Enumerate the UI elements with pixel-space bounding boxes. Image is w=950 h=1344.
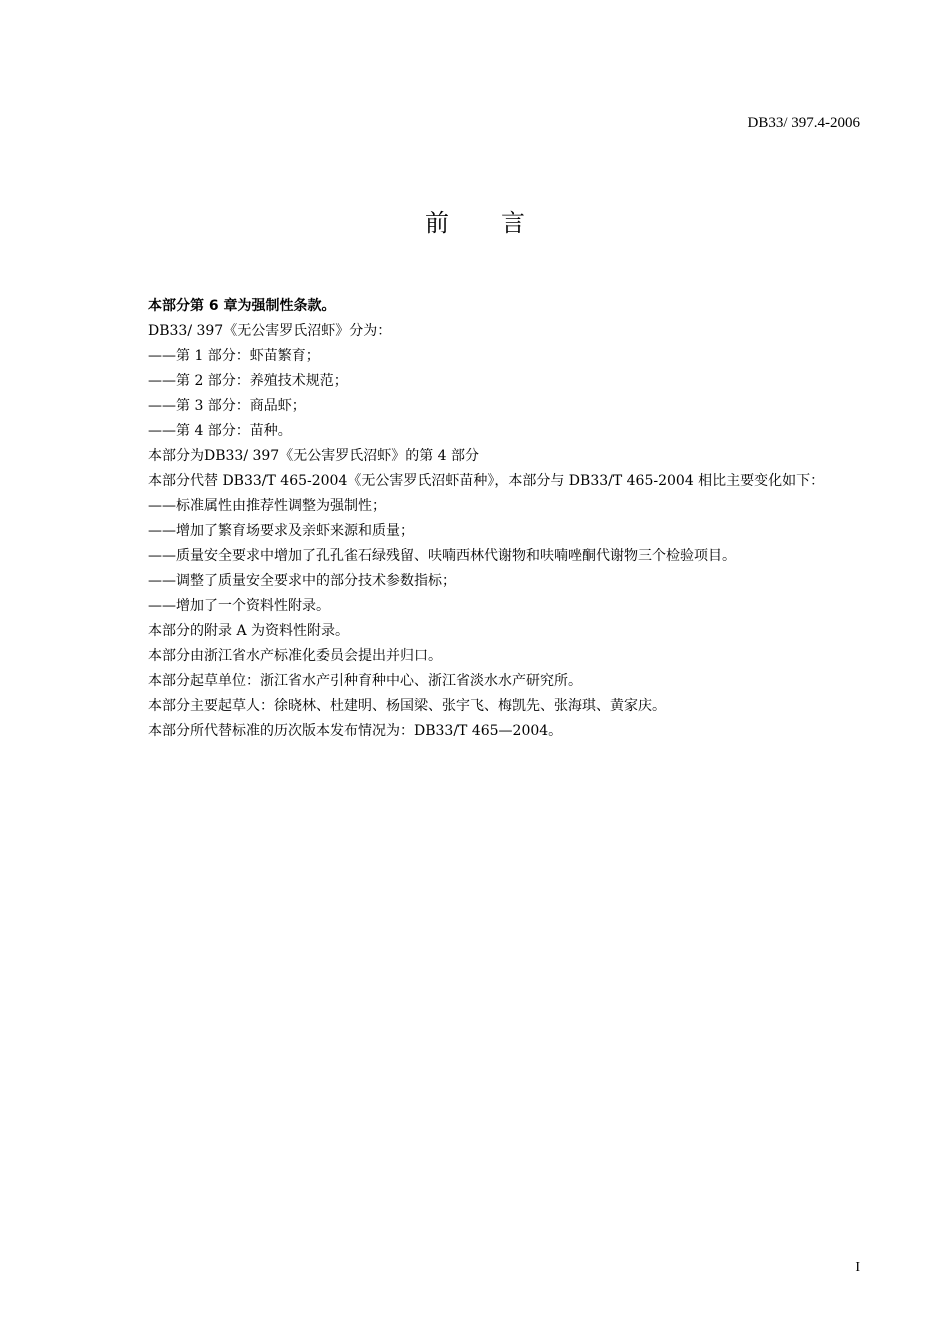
paragraph-drafters: 本部分主要起草人：徐晓林、杜建明、杨国梁、张宇飞、梅凯先、张海琪、黄家庆。 xyxy=(148,698,666,714)
list-item-part-1: ——第 1 部分：虾苗繁育； xyxy=(148,348,320,364)
document-code: DB33/ 397.4-2006 xyxy=(747,115,860,131)
list-item-change-1: ——标准属性由推荐性调整为强制性； xyxy=(148,498,386,514)
paragraph-proposer: 本部分由浙江省水产标准化委员会提出并归口。 xyxy=(148,648,442,664)
list-item-change-3: ——质量安全要求中增加了孔孔雀石绿残留、呋喃西林代谢物和呋喃唑酮代谢物三个检验项目。 xyxy=(148,548,736,564)
paragraph-parts-intro: DB33/ 397《无公害罗氏沼虾》分为： xyxy=(148,323,392,339)
paragraph-drafting-units: 本部分起草单位：浙江省水产引种育种中心、浙江省淡水水产研究所。 xyxy=(148,673,582,689)
paragraph-previous-editions: 本部分所代替标准的历次版本发布情况为：DB33/T 465—2004。 xyxy=(148,723,563,739)
paragraph-appendix: 本部分的附录 A 为资料性附录。 xyxy=(148,623,350,639)
paragraph-this-part: 本部分为DB33/ 397《无公害罗氏沼虾》的第 4 部分 xyxy=(148,448,480,464)
list-item-part-4: ——第 4 部分：苗种。 xyxy=(148,423,292,439)
list-item-change-5: ——增加了一个资料性附录。 xyxy=(148,598,330,614)
list-item-part-3: ——第 3 部分：商品虾； xyxy=(148,398,306,414)
paragraph-mandatory-clause: 本部分第 6 章为强制性条款。 xyxy=(148,298,336,314)
list-item-change-4: ——调整了质量安全要求中的部分技术参数指标； xyxy=(148,573,456,589)
paragraph-replaces: 本部分代替 DB33/T 465-2004《无公害罗氏沼虾苗种》，本部分与 DB33/T 465-2004 相比主要变化如下： xyxy=(148,473,825,489)
page-title: 前言 xyxy=(425,209,577,237)
page-number: I xyxy=(855,1260,860,1275)
foreword-body xyxy=(115,294,865,744)
list-item-change-2: ——增加了繁育场要求及亲虾来源和质量； xyxy=(148,523,414,539)
list-item-part-2: ——第 2 部分：养殖技术规范； xyxy=(148,373,348,389)
